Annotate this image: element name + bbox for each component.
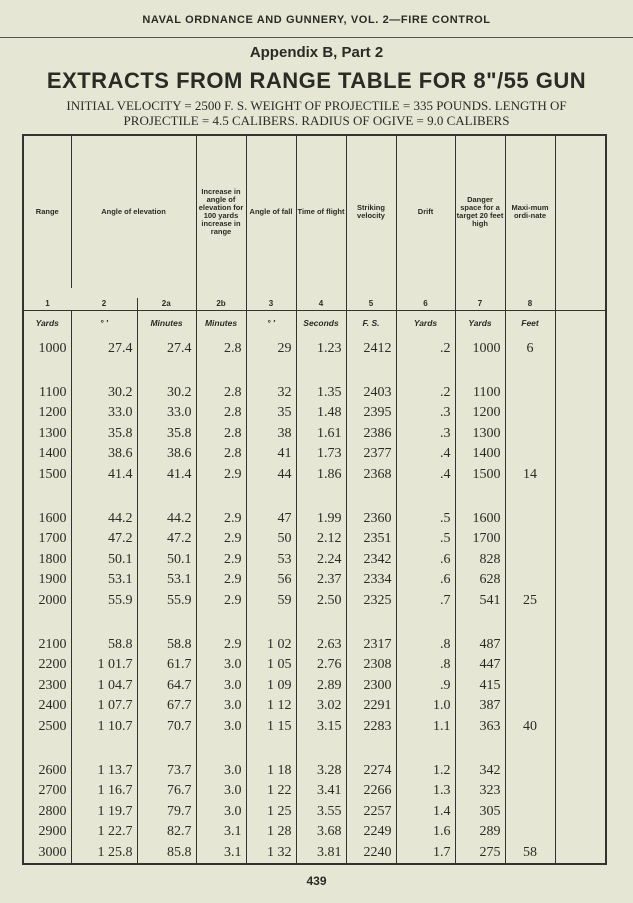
- table-cell: 2291: [346, 696, 396, 717]
- table-cell: 447: [455, 655, 505, 676]
- table-row: [23, 570, 606, 591]
- table-cell: 3.1: [196, 843, 246, 865]
- table-cell: 3.55: [296, 802, 346, 823]
- table-cell: 1400: [455, 444, 505, 465]
- table-row: [23, 761, 606, 782]
- table-cell: 2500: [38, 718, 67, 734]
- appendix-label: Appendix B, Part 2: [249, 44, 384, 61]
- table-cell: 2.8: [196, 383, 246, 404]
- table-cell: 3.02: [296, 696, 346, 717]
- table-cell: 1 16.7: [71, 781, 137, 802]
- table-cell: 1.1: [396, 717, 455, 738]
- table-cell: 2360: [346, 509, 396, 530]
- table-cell: 1 01.7: [71, 655, 137, 676]
- table-cell: 1000: [38, 341, 67, 356]
- table-cell: 2000: [38, 592, 67, 608]
- spacer-row: [23, 738, 606, 761]
- table-cell: [555, 802, 606, 823]
- table-cell: .3: [396, 424, 455, 445]
- table-cell: 1.4: [396, 802, 455, 823]
- table-cell: 2.89: [296, 676, 346, 697]
- table-cell: 53.1: [137, 570, 196, 591]
- table-cell: 2342: [346, 550, 396, 571]
- table-cell: 58.8: [137, 635, 196, 656]
- column-number: 2b: [196, 288, 246, 311]
- table-cell: 2368: [346, 465, 396, 486]
- table-cell: 1.48: [296, 403, 346, 424]
- column-number: 3: [246, 288, 296, 311]
- table-cell: 2283: [346, 717, 396, 738]
- table-cell: [555, 383, 606, 404]
- column-unit: Yards: [455, 311, 505, 336]
- table-cell: 305: [455, 802, 505, 823]
- table-cell: .6: [396, 570, 455, 591]
- table-cell: 1200: [455, 403, 505, 424]
- table-cell: 38: [246, 424, 296, 445]
- table-row: [23, 843, 606, 865]
- table-row: [23, 550, 606, 571]
- table-cell: 541: [455, 591, 505, 612]
- table-cell: 1.35: [296, 383, 346, 404]
- table-cell: .8: [396, 635, 455, 656]
- table-cell: 275: [455, 843, 505, 865]
- table-cell: 2300: [346, 676, 396, 697]
- table-cell: 2.9: [196, 591, 246, 612]
- table-cell: 55.9: [71, 591, 137, 612]
- table-cell: .6: [396, 550, 455, 571]
- table-cell: 1900: [38, 572, 67, 588]
- column-number: 2a: [137, 288, 196, 311]
- table-row: [23, 591, 606, 612]
- table-cell: 61.7: [137, 655, 196, 676]
- table-cell: 828: [455, 550, 505, 571]
- table-cell: 1300: [455, 424, 505, 445]
- table-row: [23, 655, 606, 676]
- table-cell: 1.6: [396, 822, 455, 843]
- table-cell: 56: [246, 570, 296, 591]
- table-cell: 1 18: [246, 761, 296, 782]
- table-cell: 289: [455, 822, 505, 843]
- column-unit: ° ′: [246, 311, 296, 336]
- table-cell: [555, 843, 606, 865]
- table-cell: 1600: [38, 510, 67, 526]
- table-cell: 2395: [346, 403, 396, 424]
- table-cell: 1300: [38, 425, 67, 441]
- table-cell: 2351: [346, 529, 396, 550]
- table-cell: 1 28: [246, 822, 296, 843]
- header-blank: [555, 135, 606, 288]
- table-cell: 1100: [39, 384, 67, 400]
- table-cell: 2.37: [296, 570, 346, 591]
- table-cell: .2: [396, 383, 455, 404]
- table-row: [23, 529, 606, 550]
- table-cell: [505, 444, 555, 465]
- table-row: [23, 802, 606, 823]
- table-cell: 1 02: [246, 635, 296, 656]
- table-cell: 1 19.7: [71, 802, 137, 823]
- table-cell: 3.0: [196, 696, 246, 717]
- table-cell: 1 05: [246, 655, 296, 676]
- page-title: EXTRACTS FROM RANGE TABLE FOR 8"/55 GUN: [46, 68, 587, 93]
- table-cell: 47.2: [71, 529, 137, 550]
- column-number: 4: [296, 288, 346, 311]
- table-row: [23, 383, 606, 404]
- column-unit: Seconds: [296, 311, 346, 336]
- table-cell: 25: [505, 591, 555, 612]
- table-cell: [505, 676, 555, 697]
- table-cell: 64.7: [137, 676, 196, 697]
- table-cell: 30.2: [71, 383, 137, 404]
- table-cell: 59: [246, 591, 296, 612]
- table-cell: 2.9: [196, 635, 246, 656]
- table-cell: 41.4: [137, 465, 196, 486]
- table-cell: 1 10.7: [71, 717, 137, 738]
- column-number: 7: [455, 288, 505, 311]
- header-danger: Danger space for a target 20 feet high: [455, 135, 505, 288]
- range-table: [22, 134, 607, 865]
- table-cell: 1100: [455, 383, 505, 404]
- table-cell: 2386: [346, 424, 396, 445]
- table-row: [23, 822, 606, 843]
- table-cell: 2.8: [196, 444, 246, 465]
- table-cell: 323: [455, 781, 505, 802]
- table-cell: 1.23: [296, 335, 346, 360]
- table-cell: [505, 802, 555, 823]
- table-cell: 2257: [346, 802, 396, 823]
- table-cell: [555, 444, 606, 465]
- table-cell: 38.6: [137, 444, 196, 465]
- table-cell: 47: [246, 509, 296, 530]
- table-cell: 38.6: [71, 444, 137, 465]
- table-cell: 41.4: [71, 465, 137, 486]
- table-cell: [555, 635, 606, 656]
- table-cell: .7: [396, 591, 455, 612]
- table-cell: 628: [455, 570, 505, 591]
- table-cell: 35.8: [137, 424, 196, 445]
- table-cell: 1 04.7: [71, 676, 137, 697]
- table-cell: 2.63: [296, 635, 346, 656]
- header-drift: Drift: [396, 135, 455, 288]
- table-cell: 2403: [346, 383, 396, 404]
- table-cell: 1500: [455, 465, 505, 486]
- table-row: [23, 424, 606, 445]
- table-cell: 14: [505, 465, 555, 486]
- table-cell: 2.76: [296, 655, 346, 676]
- table-row: [23, 509, 606, 530]
- table-cell: [555, 822, 606, 843]
- table-cell: 1.61: [296, 424, 346, 445]
- table-cell: 1.7: [396, 843, 455, 865]
- table-cell: 342: [455, 761, 505, 782]
- column-number: 5: [346, 288, 396, 311]
- column-unit: ° ′: [71, 311, 137, 336]
- table-cell: 1800: [38, 551, 67, 567]
- table-cell: 487: [455, 635, 505, 656]
- table-cell: 2400: [38, 698, 67, 714]
- table-cell: 2274: [346, 761, 396, 782]
- table-row: [23, 635, 606, 656]
- header-increase: Increase in angle of elevation for 100 yards increase in range: [196, 135, 246, 288]
- spacer-row: [23, 486, 606, 509]
- table-cell: [555, 529, 606, 550]
- table-cell: 1 09: [246, 676, 296, 697]
- table-cell: 73.7: [137, 761, 196, 782]
- table-cell: 2308: [346, 655, 396, 676]
- table-cell: 2600: [38, 762, 67, 778]
- column-number: 2: [101, 299, 107, 308]
- table-cell: 35.8: [71, 424, 137, 445]
- table-cell: 50.1: [71, 550, 137, 571]
- table-cell: [555, 403, 606, 424]
- table-cell: 1 15: [246, 717, 296, 738]
- table-cell: 35: [246, 403, 296, 424]
- table-cell: 2240: [346, 843, 396, 865]
- table-cell: .2: [396, 335, 455, 360]
- table-cell: 27.4: [71, 335, 137, 360]
- subtitle-line-2: PROJECTILE = 4.5 CALIBERS. RADIUS OF OGIVE = 9.0 CALIBERS: [123, 113, 510, 128]
- table-cell: [555, 335, 606, 360]
- table-cell: 1.2: [396, 761, 455, 782]
- table-cell: 1700: [455, 529, 505, 550]
- column-unit: Minutes: [196, 311, 246, 336]
- table-cell: [505, 761, 555, 782]
- table-cell: 33.0: [137, 403, 196, 424]
- table-cell: [505, 781, 555, 802]
- table-cell: .4: [396, 465, 455, 486]
- table-row: [23, 676, 606, 697]
- header-elevation: Angle of elevation: [71, 135, 196, 288]
- table-cell: 3.0: [196, 655, 246, 676]
- table-cell: 3.81: [296, 843, 346, 865]
- table-cell: 29: [246, 335, 296, 360]
- table-cell: 2.50: [296, 591, 346, 612]
- table-cell: 70.7: [137, 717, 196, 738]
- table-cell: [505, 696, 555, 717]
- table-cell: 1700: [38, 531, 67, 547]
- table-cell: [505, 424, 555, 445]
- table-cell: 387: [455, 696, 505, 717]
- table-cell: 415: [455, 676, 505, 697]
- table-row: [23, 696, 606, 717]
- table-row: [23, 444, 606, 465]
- table-cell: 1 25.8: [71, 843, 137, 865]
- table-cell: 32: [246, 383, 296, 404]
- column-number: [555, 288, 606, 311]
- header-rule: [0, 37, 633, 38]
- table-cell: [555, 696, 606, 717]
- table-cell: 50.1: [137, 550, 196, 571]
- table-cell: 1.73: [296, 444, 346, 465]
- table-cell: 1200: [38, 405, 67, 421]
- table-cell: [505, 529, 555, 550]
- table-cell: 55.9: [137, 591, 196, 612]
- table-cell: 2200: [38, 657, 67, 673]
- table-cell: 2100: [38, 636, 67, 652]
- column-number: 6: [396, 288, 455, 311]
- table-cell: [505, 383, 555, 404]
- table-cell: [555, 570, 606, 591]
- table-cell: 76.7: [137, 781, 196, 802]
- table-cell: 1 07.7: [71, 696, 137, 717]
- table-cell: 44.2: [137, 509, 196, 530]
- table-cell: 79.7: [137, 802, 196, 823]
- table-cell: .3: [396, 403, 455, 424]
- table-cell: 58.8: [71, 635, 137, 656]
- column-number: 8: [505, 288, 555, 311]
- table-cell: [505, 570, 555, 591]
- table-cell: [555, 509, 606, 530]
- subtitle: [0, 98, 633, 128]
- table-cell: 47.2: [137, 529, 196, 550]
- subtitle-line-1: INITIAL VELOCITY = 2500 F. S. WEIGHT OF PROJECTILE = 335 POUNDS. LENGTH OF: [66, 98, 567, 113]
- spacer-row: [23, 360, 606, 383]
- table-cell: [555, 591, 606, 612]
- header-ordinate: Maxi-mum ordi-nate: [505, 135, 555, 288]
- table-cell: 40: [505, 717, 555, 738]
- table-cell: [505, 822, 555, 843]
- table-cell: 44.2: [71, 509, 137, 530]
- table-cell: 363: [455, 717, 505, 738]
- table-cell: 1 25: [246, 802, 296, 823]
- page-number: 439: [306, 874, 327, 888]
- table-cell: 2266: [346, 781, 396, 802]
- table-cell: 1 13.7: [71, 761, 137, 782]
- table-cell: 2.9: [196, 570, 246, 591]
- table-cell: 82.7: [137, 822, 196, 843]
- table-cell: 6: [505, 335, 555, 360]
- table-cell: 2377: [346, 444, 396, 465]
- table-cell: 44: [246, 465, 296, 486]
- table-cell: 1 32: [246, 843, 296, 865]
- table-cell: 2.9: [196, 465, 246, 486]
- running-head: NAVAL ORDNANCE AND GUNNERY, VOL. 2—FIRE CONTROL: [142, 14, 491, 26]
- table-cell: 1 22.7: [71, 822, 137, 843]
- table-cell: [555, 655, 606, 676]
- column-unit: Yards: [396, 311, 455, 336]
- table-cell: 3.15: [296, 717, 346, 738]
- table-cell: 2325: [346, 591, 396, 612]
- table-row: [23, 335, 606, 360]
- table-cell: 85.8: [137, 843, 196, 865]
- table-cell: 3.0: [196, 717, 246, 738]
- table-cell: 2317: [346, 635, 396, 656]
- table-cell: [555, 550, 606, 571]
- table-cell: 2.24: [296, 550, 346, 571]
- table-cell: 1 22: [246, 781, 296, 802]
- table-cell: 2.9: [196, 550, 246, 571]
- table-cell: 27.4: [137, 335, 196, 360]
- header-range: Range: [35, 207, 59, 216]
- table-cell: [555, 676, 606, 697]
- table-cell: 1.86: [296, 465, 346, 486]
- table-cell: [555, 717, 606, 738]
- table-cell: 2.8: [196, 335, 246, 360]
- table-cell: .5: [396, 529, 455, 550]
- table-cell: 58: [505, 843, 555, 865]
- table-cell: 3.28: [296, 761, 346, 782]
- column-unit: Yards: [23, 311, 71, 336]
- table-cell: 2700: [38, 783, 67, 799]
- table-cell: 67.7: [137, 696, 196, 717]
- table-cell: 1.0: [396, 696, 455, 717]
- table-cell: 1000: [455, 335, 505, 360]
- spacer-row: [23, 612, 606, 635]
- table-cell: 2.8: [196, 403, 246, 424]
- table-cell: [505, 655, 555, 676]
- table-cell: 2249: [346, 822, 396, 843]
- table-cell: 2900: [38, 824, 67, 840]
- table-cell: 3.68: [296, 822, 346, 843]
- table-cell: 50: [246, 529, 296, 550]
- table-cell: .8: [396, 655, 455, 676]
- table-cell: 2300: [38, 677, 67, 693]
- table-cell: [505, 403, 555, 424]
- table-cell: 53: [246, 550, 296, 571]
- table-cell: 3.0: [196, 781, 246, 802]
- table-cell: 3.0: [196, 676, 246, 697]
- header-time: Time of flight: [296, 135, 346, 288]
- table-cell: [555, 424, 606, 445]
- table-cell: [555, 761, 606, 782]
- table-cell: [555, 781, 606, 802]
- header-velocity: Striking velocity: [346, 135, 396, 288]
- table-cell: .9: [396, 676, 455, 697]
- table-row: [23, 717, 606, 738]
- table-cell: [505, 509, 555, 530]
- column-unit: Feet: [505, 311, 555, 336]
- table-cell: [555, 465, 606, 486]
- table-cell: 33.0: [71, 403, 137, 424]
- table-cell: 30.2: [137, 383, 196, 404]
- table-cell: 2.8: [196, 424, 246, 445]
- column-number: 1: [45, 299, 50, 308]
- table-cell: [505, 635, 555, 656]
- table-cell: 1500: [38, 466, 67, 482]
- column-unit: [555, 311, 606, 336]
- table-cell: 3.1: [196, 822, 246, 843]
- table-row: [23, 403, 606, 424]
- header-fall: Angle of fall: [246, 135, 296, 288]
- table-row: [23, 465, 606, 486]
- column-unit: Minutes: [137, 311, 196, 336]
- table-cell: .4: [396, 444, 455, 465]
- table-cell: 2.9: [196, 509, 246, 530]
- table-cell: 3.0: [196, 802, 246, 823]
- table-cell: 1.99: [296, 509, 346, 530]
- table-cell: 1600: [455, 509, 505, 530]
- table-row: [23, 781, 606, 802]
- table-cell: .5: [396, 509, 455, 530]
- table-cell: 2334: [346, 570, 396, 591]
- table-cell: 2412: [346, 335, 396, 360]
- table-cell: [505, 550, 555, 571]
- table-cell: 1400: [38, 446, 67, 462]
- table-cell: 2.12: [296, 529, 346, 550]
- table-cell: 3.0: [196, 761, 246, 782]
- table-cell: 53.1: [71, 570, 137, 591]
- table-cell: 1 12: [246, 696, 296, 717]
- table-cell: 2.9: [196, 529, 246, 550]
- table-cell: 2800: [38, 803, 67, 819]
- column-unit: F. S.: [346, 311, 396, 336]
- table-cell: 41: [246, 444, 296, 465]
- table-cell: 3.41: [296, 781, 346, 802]
- table-cell: 3000: [38, 844, 67, 860]
- table-cell: 1.3: [396, 781, 455, 802]
